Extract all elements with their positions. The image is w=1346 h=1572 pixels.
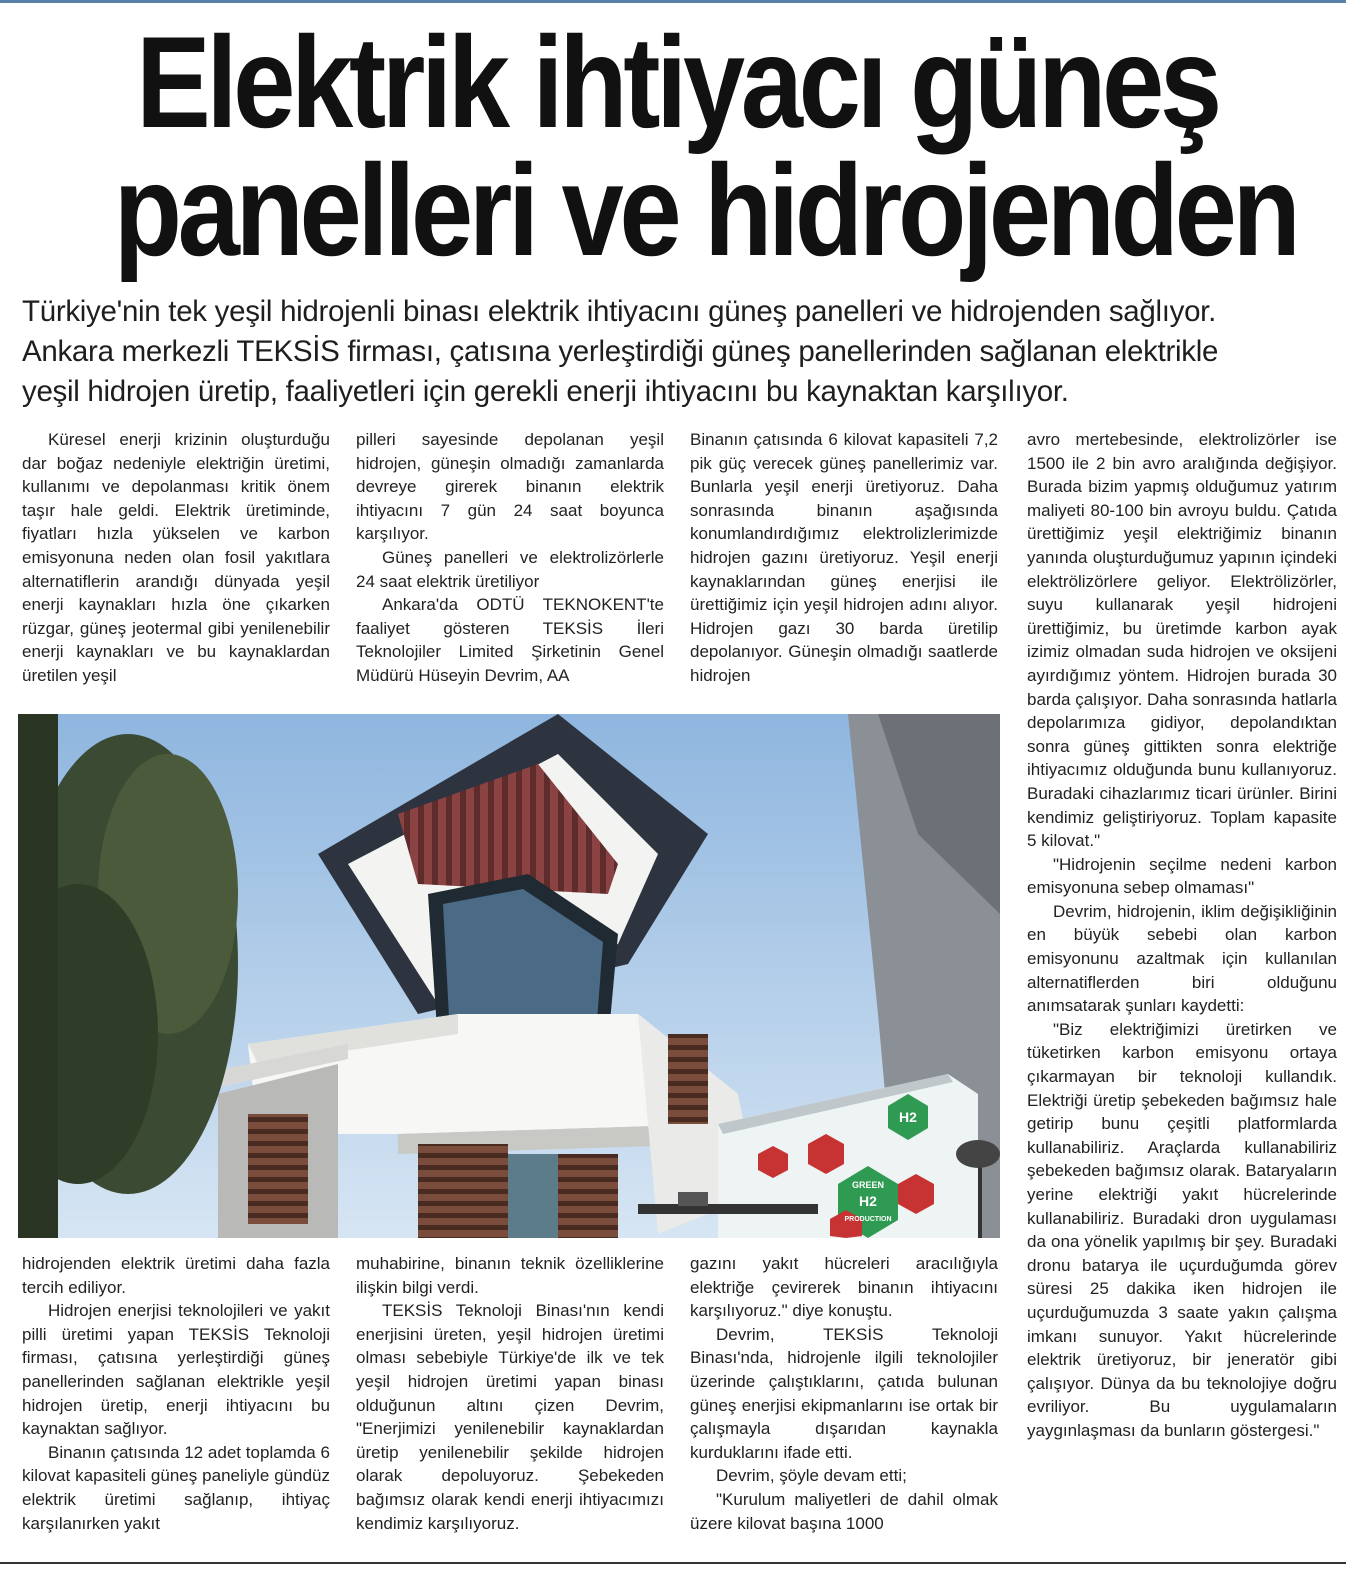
paragraph: Devrim, hidrojenin, iklim değişikliğinin en büyük sebebi olan karbon emisyonunu azaltmak için kullanılan alternatiflerden biri olduğunu anımsatarak şunları kaydetti: bbox=[1027, 901, 1337, 1016]
column-1-top bbox=[22, 428, 330, 688]
paragraph: gazını yakıt hücreleri aracılığıyla elektriğe çevirerek binanın ihtiyacını karşılıyoruz." diye konuştu. bbox=[690, 1254, 998, 1321]
photo-label-green: GREEN bbox=[851, 1180, 885, 1190]
paragraph: Devrim, şöyle devam etti; bbox=[716, 1466, 907, 1486]
photo-label-h2: H2 bbox=[859, 1193, 877, 1209]
bottom-rule bbox=[0, 1562, 1346, 1564]
spot-text bbox=[22, 292, 1334, 412]
subheading: Güneş panelleri ve elektrolizörlerle 24 saat elektrik üretiliyor bbox=[356, 547, 664, 591]
headline-line-1: Elektrik ihtiyacı güneş bbox=[136, 9, 1218, 155]
building-photo bbox=[18, 714, 1000, 1238]
paragraph: pilleri sayesinde depolanan yeşil hidrojen, güneşin olmadığı zamanlarda devreye girerek binanın elektrik ihtiyacını 7 gün 24 saat boyunca karşılıyor. bbox=[356, 430, 664, 544]
paragraph: Hidrojen enerjisi teknolojileri ve yakıt pilli üretimi yapan TEKSİS Teknoloji firması, çatısına yerleştirdiği güneş panellerinden sağlanan elektrikle yeşil hidrojen üretip, enerji ihtiyacını bu kaynaktan sağlıyor. bbox=[22, 1301, 330, 1439]
paragraph: Binanın çatısında 6 kilovat kapasiteli 7,2 pik güç verecek güneş panellerimiz var. Bunlarla yeşil enerji üretiyoruz. Daha sonrasında binanın aşağısında konumlandırdığımız elektrolizlerimizde hidrojen gazını üretiyoruz. Yeşil enerji kaynaklarından güneş enerjisi ile ürettiğimiz için yeşil hidrojen adını alıyor. Hidrojen gazı 30 barda üretilip depolanıyor. Güneşin olmadığı saatlerde hidrojen bbox=[690, 430, 998, 685]
column-2-top bbox=[356, 428, 664, 688]
paragraph: Küresel enerji krizinin oluşturduğu dar boğaz nedeniyle elektriğin üretimi, kullanımı ve depolanması kritik önem taşır hale geldi. Elektrik üretiminde, fiyatları hızla yükselen ve karbon emisyonuna neden olan fosil yakıtlara alternatiflerin arandığı dünyada yeşil enerji kaynakları hızla öne çıkarken rüzgar, güneş jeotermal gibi yenilenebilir enerji kaynakları ve bu kaynaklardan üretilen yeşil bbox=[22, 430, 330, 685]
column-3-bottom bbox=[690, 1252, 998, 1535]
headline bbox=[113, 9, 1297, 283]
paragraph: avro mertebesinde, elektrolizörler ise 1500 ile 2 bin avro aralığında değişiyor. Burada bizim yapmış olduğumuz yatırım maliyeti 80-100 bin avroyu buldu. Çatıda ürettiğimiz yeşil elektriğimiz binanın yanında oluşturduğumuz yapının içindeki elektrölizörlere geliyor. Elektrölizörler, suyu kullanarak yeşil hidrojeni ürettiğimiz, bu üretimde karbon ayak izimiz olmadan suda hidrojen ve oksijeni ayırdığımız yöntem. Hidrojen burada 30 barda çalışıyor. Daha sonrasında hatlarla depolarımıza gidiyor, depolandıktan sonra güneş gittikten sonra elektriğe ihtiyacımız olduğunda bunu kullanıyoruz. Buradaki cihazlarımız ticari ürünler. Birini kendimiz geliştiriyoruz. Toplam kapasite 5 kilovat." bbox=[1027, 430, 1337, 851]
headline-line-2: panelleri ve hidrojenden bbox=[113, 137, 1297, 283]
paragraph: "Kurulum maliyetleri de dahil olmak üzere kilovat başına 1000 bbox=[690, 1489, 998, 1533]
paragraph: "Biz elektriğimizi üretirken ve tüketirken karbon emisyonu ortaya çıkarmayan bir teknoloji kullandık. Elektriği üretip şebekeden bağımsız hale getirip bunu çeşitli platformlarda kullanabiliriz. Araçlarda kullanabiliriz şebekeden bağımsız olarak. Bataryaların yerine elektriği yakıt hücrelerinde kullanabiliriz. Buradaki dron uygulaması da ona yönelik yapılmış bir şey. Buradaki dronu batarya ile uçurduğumda görev süresi 25 dakika iken hidrojen ile uçurduğumuzda 3 saate yakın çalışma imkanı sunuyor. Yakıt hücrelerinde elektrik üretiyoruz, bir jeneratör gibi çalışıyor. Dünya da bu teknolojiye doğru evriliyor. Bu uygulamaların yaygınlaşması da bunların göstergesi." bbox=[1027, 1019, 1337, 1440]
column-2-bottom bbox=[356, 1252, 664, 1535]
top-rule bbox=[0, 0, 1346, 3]
paragraph: muhabirine, binanın teknik özelliklerine ilişkin bilgi verdi. bbox=[356, 1254, 664, 1297]
spot-line-3: yeşil hidrojen üretip, faaliyetleri için gerekli enerji ihtiyacını bu kaynaktan karşılıyor. bbox=[22, 375, 1069, 408]
paragraph: Devrim, TEKSİS Teknoloji Binası'nda, hidrojenle ilgili teknolojiler üzerinde çalıştıklarını, çatıda bulunan güneş enerjisi ekipmanlarını ise ortak bir çalışmayla dışarıdan kaynakla kurduklarını ifade etti. bbox=[690, 1324, 998, 1462]
subheading: "Hidrojenin seçilme nedeni karbon emisyonuna sebep olmaması" bbox=[1027, 854, 1337, 898]
photo-logo: H2 bbox=[899, 1109, 917, 1125]
paragraph: Binanın çatısında 12 adet toplamda 6 kilovat kapasiteli güneş paneliyle gündüz elektrik üretimi sağlanıp, ihtiyaç karşılanırken yakıt bbox=[22, 1442, 330, 1533]
column-3-top bbox=[690, 428, 998, 688]
spot-line-2: Ankara merkezli TEKSİS firması, çatısına yerleştirdiği güneş panellerinden sağlanan elektrikle bbox=[22, 335, 1219, 368]
photo-label-production: PRODUCTION bbox=[844, 1216, 892, 1223]
paragraph: hidrojenden elektrik üretimi daha fazla tercih ediliyor. bbox=[22, 1254, 330, 1297]
paragraph: Ankara'da ODTÜ TEKNOKENT'te faaliyet gösteren TEKSİS İleri Teknolojiler Limited Şirketinin Genel Müdürü Hüseyin Devrim, AA bbox=[356, 595, 664, 685]
paragraph: TEKSİS Teknoloji Binası'nın kendi enerjisini üreten, yeşil hidrojen üretimi olması sebebiyle Türkiye'de ilk ve tek yeşil hidrojen üretimi yapan binası olduğunun altını çizen Devrim, "Enerjimizi yenilenebilir kaynaklardan üretip yenilenebilir şekilde hidrojen olarak depoluyoruz. Şebekeden bağımsız olarak kendi enerji ihtiyacımızı kendimiz karşılıyoruz. bbox=[356, 1301, 664, 1533]
spot-line-1: Türkiye'nin tek yeşil hidrojenli binası elektrik ihtiyacını güneş panelleri ve hidrojenden sağlıyor. bbox=[22, 295, 1216, 328]
column-1-bottom bbox=[22, 1252, 330, 1535]
column-4 bbox=[1027, 428, 1337, 1443]
